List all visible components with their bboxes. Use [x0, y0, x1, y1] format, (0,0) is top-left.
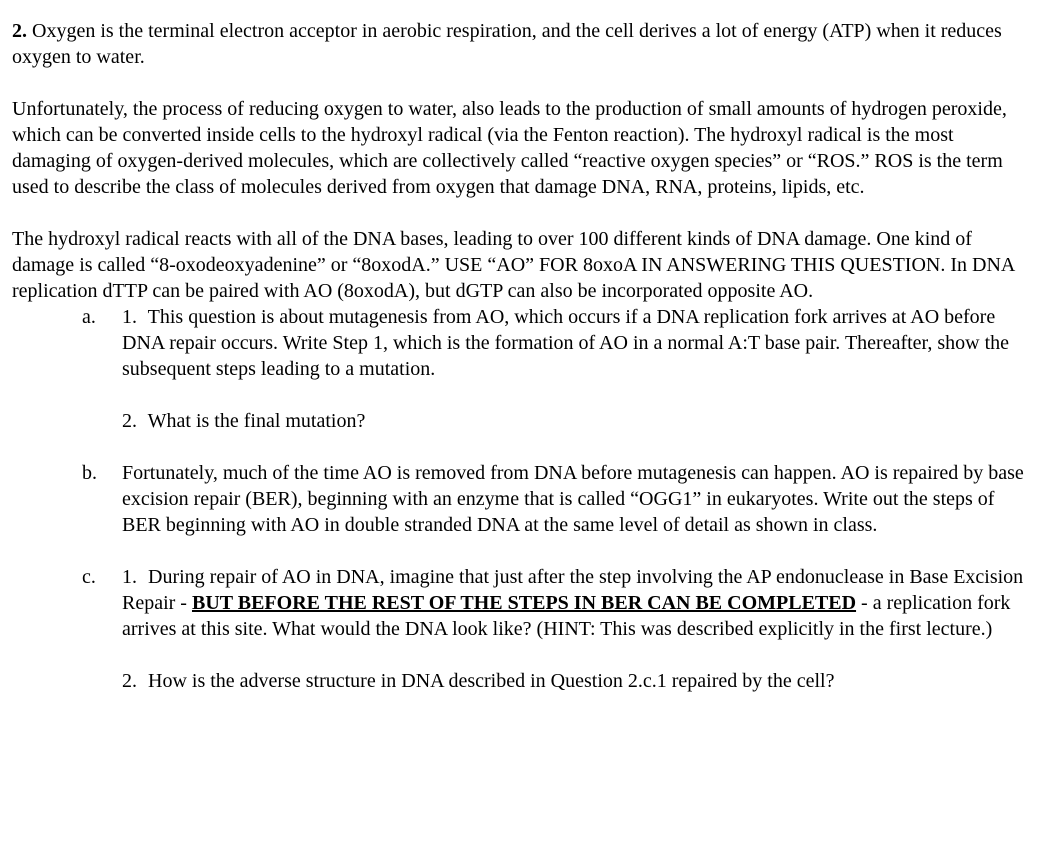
part-a-item-1-number: 1.	[122, 306, 137, 328]
question-intro	[12, 18, 1032, 70]
part-b	[12, 460, 1032, 538]
question-intro-text: Oxygen is the terminal electron acceptor in aerobic respiration, and the cell derives a lot of energy (ATP) when it reduces oxygen to water.	[12, 20, 1002, 68]
document-page	[12, 18, 1032, 694]
part-a-item-2-text: What is the final mutation?	[147, 410, 366, 432]
part-b-marker: b.	[82, 462, 97, 484]
paragraph-damage: The hydroxyl radical reacts with all of the DNA bases, leading to over 100 different kinds of DNA damage. One kind of damage is called “8-oxodeoxyadenine” or “8oxodA.” USE “AO” FOR 8oxoA IN ANSWERING THIS QUESTION. In DNA replication dTTP can be paired with AO (8oxodA), but dGTP can also be incorporated opposite AO.	[12, 228, 1015, 302]
part-a-item-1	[122, 304, 1032, 382]
part-c-item-1	[122, 564, 1032, 642]
part-c	[12, 564, 1032, 694]
part-c-item-2	[122, 668, 1032, 694]
question-number: 2.	[12, 20, 27, 42]
part-c-item-2-number: 2.	[122, 670, 137, 692]
part-c-item-1-emphasis: BUT BEFORE THE REST OF THE STEPS IN BER CAN BE COMPLETED	[191, 592, 857, 614]
part-c-item-1-text-after: - a replication fork arrives at this site. What would the DNA look like? (HINT: This was described explicitly in the first lecture.)	[122, 592, 1011, 640]
part-b-text: Fortunately, much of the time AO is removed from DNA before mutagenesis can happen. AO is repaired by base excision repair (BER), beginning with an enzyme that is called “OGG1” in eukaryotes. Write out the steps of BER beginning with AO in double stranded DNA at the same level of detail as shown in class.	[122, 462, 1024, 536]
part-a	[12, 304, 1032, 434]
part-a-item-2	[122, 408, 1032, 434]
part-a-marker: a.	[82, 306, 96, 328]
part-c-item-1-number: 1.	[122, 566, 137, 588]
part-a-item-1-text: This question is about mutagenesis from AO, which occurs if a DNA replication fork arrives at AO before DNA repair occurs. Write Step 1, which is the formation of AO in a normal A:T base pair. Thereafter, show the subsequent steps leading to a mutation.	[122, 306, 1010, 380]
part-c-item-1-text-before: During repair of AO in DNA, imagine that just after the step involving the AP endonuclease in Base Excision Repair -	[122, 566, 1024, 614]
part-c-marker: c.	[82, 566, 96, 588]
paragraph-ros: Unfortunately, the process of reducing oxygen to water, also leads to the production of small amounts of hydrogen peroxide, which can be converted inside cells to the hydroxyl radical (via the Fenton reaction). The hydroxyl radical is the most damaging of oxygen-derived molecules, which are collectively called “reactive oxygen species” or “ROS.” ROS is the term used to describe the class of molecules derived from oxygen that damage DNA, RNA, proteins, lipids, etc.	[12, 98, 1007, 198]
part-c-item-2-text: How is the adverse structure in DNA described in Question 2.c.1 repaired by the cell?	[148, 670, 835, 692]
part-a-item-2-number: 2.	[122, 410, 137, 432]
